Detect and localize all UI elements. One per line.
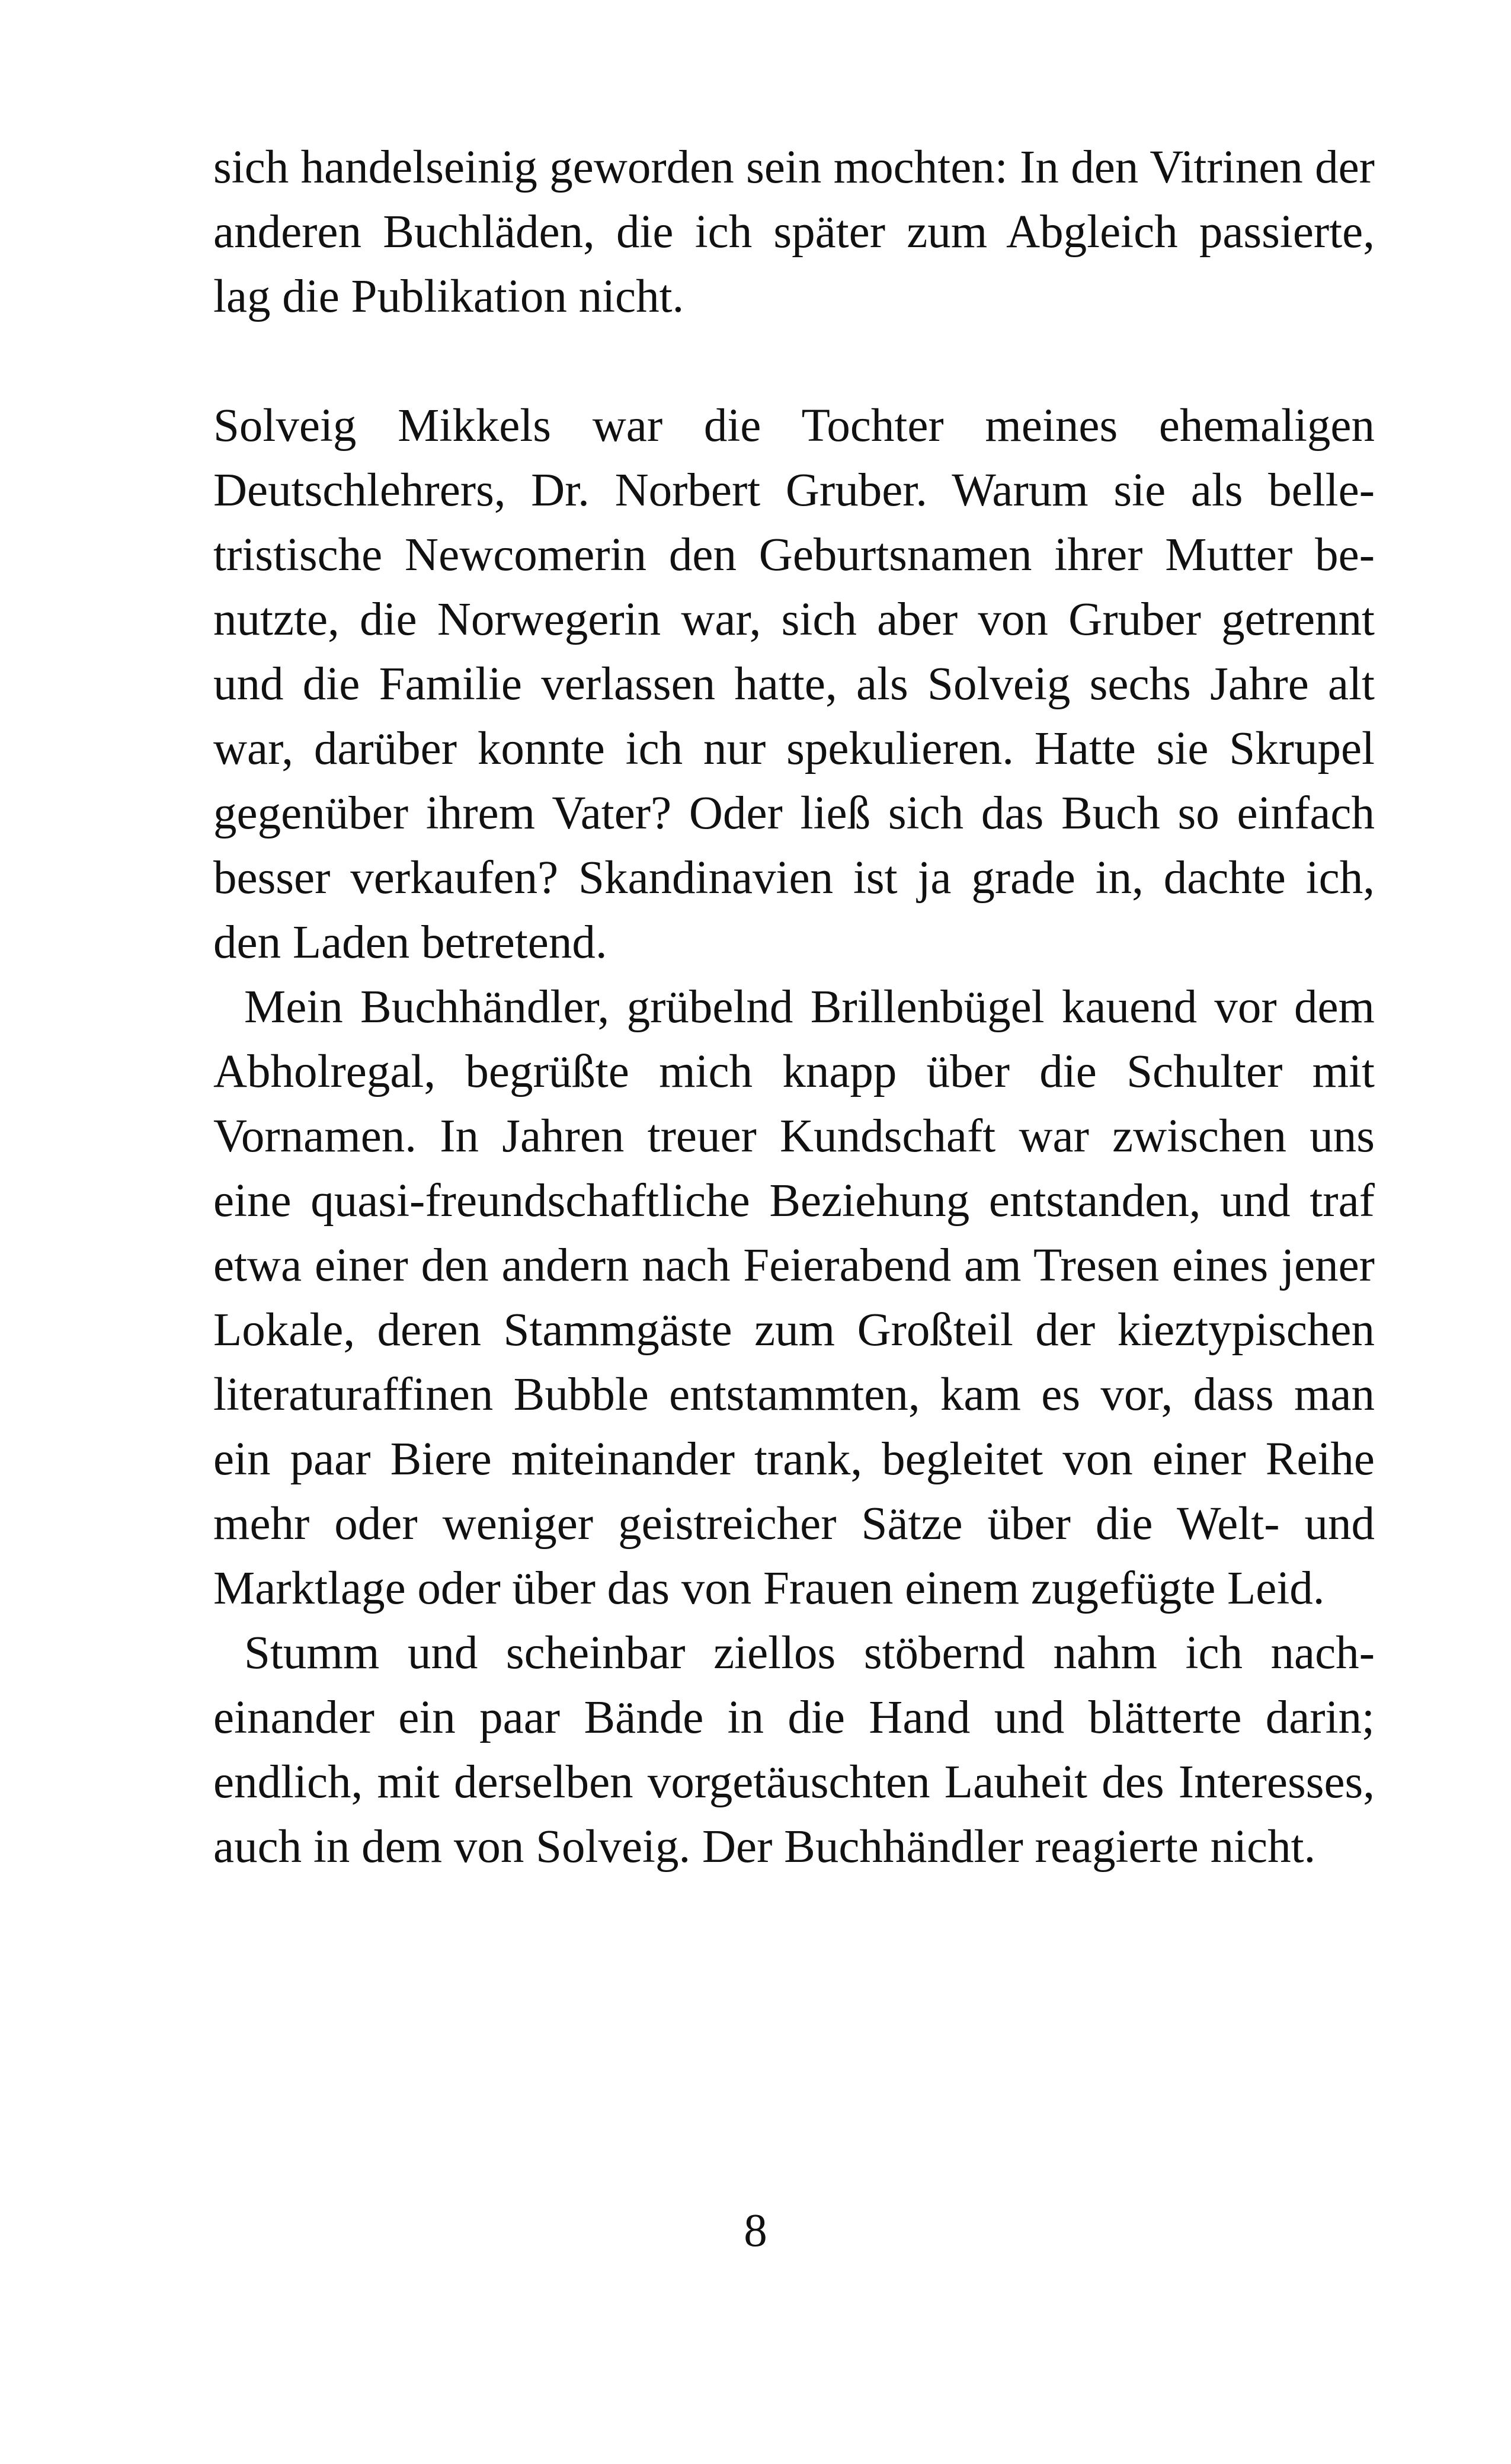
body-text <box>213 135 1375 1879</box>
paragraph-stumm: Stumm und scheinbar ziellos stöbernd nahm ich nacheinander ein paar Bände in die Hand und blätterte darin; endlich, mit derselben vorgetäuschten Lauheit des Interesses, auch in dem von Solveig. Der Buchhändler reagierte nicht. <box>213 1627 1375 1873</box>
paragraph-continuation: sich handelseinig geworden sein mochten: In den Vitrinen der anderen Buchläden, die ich später zum Abgleich passierte, lag die Publikation nicht. <box>213 142 1375 322</box>
paragraph-buchhaendler: Mein Buchhändler, grübelnd Brillenbügel kauend vor dem Abholregal, begrüßte mich knapp über die Schulter mit Vornamen. In Jahren treuer Kundschaft war zwischen uns eine quasi-freundschaftliche Beziehung entstanden, und traf etwa einer den andern nach Feierabend am Tresen eines jener Lokale, deren Stammgäste zum Großteil der kieztypischen literaturaffinen Bubble entstammten, kam es vor, dass man ein paar Biere miteinander trank, begleitet von einer Reihe mehr oder weniger geistreicher Sätze über die Welt- und Marktlage oder über das von Frauen einem zugefügte Leid. <box>213 981 1375 1614</box>
page-number: 8 <box>744 2205 767 2257</box>
paragraph-solveig-mikkels: Solveig Mikkels war die Tochter meines ehemaligen Deutschlehrers, Dr. Norbert Gruber. Warum sie als belletristische Newcomerin den Geburtsnamen ihrer Mutter benutzte, die Norwegerin war, sich aber von Gruber getrennt und die Familie verlassen hatte, als Solveig sechs Jahre alt war, darüber konnte ich nur spekulieren. Hatte sie Skrupel gegenüber ihrem Vater? Oder ließ sich das Buch so einfach besser verkaufen? Skandinavien ist ja grade in, dachte ich, den Laden betretend. <box>213 400 1375 968</box>
